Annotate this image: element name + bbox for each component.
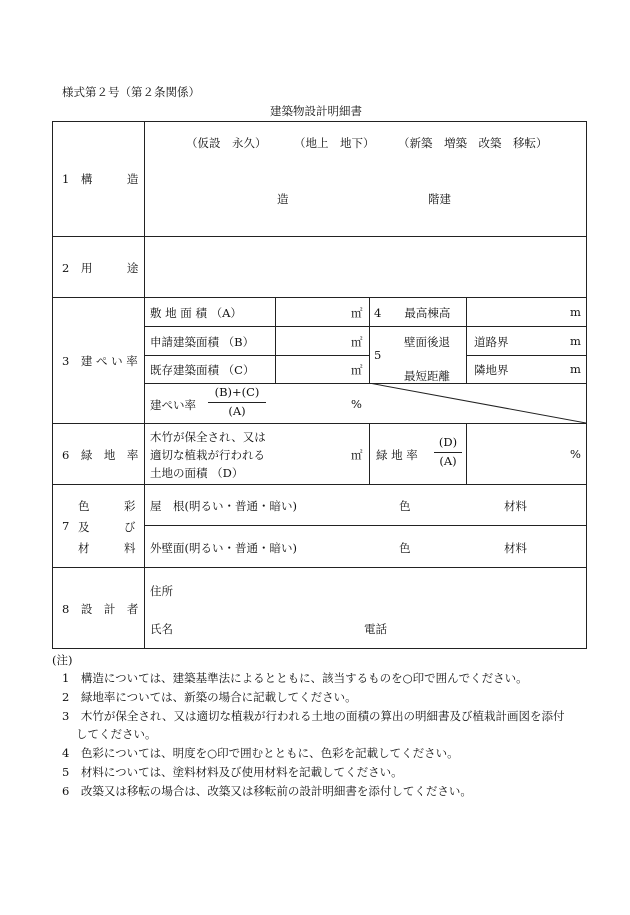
table-border <box>52 121 53 649</box>
fraction-denominator: (A) <box>228 404 246 418</box>
coverage-ratio-label: 建ぺい率 <box>150 398 196 412</box>
structure-suffix-zou: 造 <box>277 192 289 206</box>
table-divider <box>144 525 586 526</box>
structure-options-level: （地上 地下） <box>294 136 375 150</box>
row-label-coverage: 3 建 ぺ い 率 <box>62 354 138 368</box>
table-divider <box>144 121 145 649</box>
neighbor-border-label: 隣地界 <box>474 363 509 377</box>
row-label-use: 2 用 途 <box>62 261 139 275</box>
table-divider <box>52 567 586 568</box>
table-border <box>586 121 587 649</box>
setback-number: 5 <box>374 348 382 362</box>
note-item-continuation: してください。 <box>76 727 157 741</box>
green-area-line-1: 木竹が保全され、又は <box>150 430 266 444</box>
table-divider <box>144 355 369 356</box>
applied-area-label: 申請建築面積 （B） <box>150 335 255 349</box>
max-height-label: 4 最高棟高 <box>374 306 451 320</box>
row-label-color-1: 色 彩 <box>78 499 136 513</box>
unit-m2: ㎡ <box>351 306 363 320</box>
table-divider <box>466 423 467 484</box>
note-item: 5 材料については、塗料材料及び使用材料を記載してください。 <box>62 765 403 779</box>
designer-phone-label: 電話 <box>364 622 387 636</box>
row-label-designer: 8 設 計 者 <box>62 602 139 616</box>
table-divider <box>144 326 586 327</box>
diagonal-slash <box>369 383 586 423</box>
existing-area-label: 既存建築面積 （C） <box>150 363 255 377</box>
setback-label-2: 最短距離 <box>404 369 450 383</box>
green-area-line-3: 土地の面積 （D） <box>150 466 244 480</box>
structure-options-work: （新築 増築 改築 移転） <box>398 136 548 150</box>
wall-material-label: 材料 <box>504 541 527 555</box>
table-divider <box>52 297 586 298</box>
unit-m2: ㎡ <box>351 363 363 377</box>
note-item: 3 木竹が保全され、又は適切な植栽が行われる土地の面積の算出の明細書及び植栽計画図を添付 <box>62 709 565 723</box>
unit-m2: ㎡ <box>351 448 363 462</box>
site-area-label: 敷 地 面 積 （A） <box>150 306 242 320</box>
page-title: 建築物設計明細書 <box>270 104 362 118</box>
roof-color-label: 色 <box>399 499 411 513</box>
unit-m: m <box>570 305 581 319</box>
unit-m: m <box>570 334 581 348</box>
fraction-numerator: (B)+(C) <box>214 385 260 399</box>
row-label-green: 6 緑 地 率 <box>62 448 139 462</box>
unit-m: m <box>570 362 581 376</box>
fraction-bar <box>434 452 462 453</box>
note-item: 4 色彩については、明度を○印で囲むとともに、色彩を記載してください。 <box>62 746 459 760</box>
table-divider <box>52 236 586 237</box>
roof-label: 屋 根(明るい・普通・暗い) <box>150 499 297 513</box>
road-border-label: 道路界 <box>474 335 509 349</box>
roof-material-label: 材料 <box>504 499 527 513</box>
wall-label: 外壁面(明るい・普通・暗い) <box>150 541 297 555</box>
table-divider <box>52 423 586 424</box>
row-label-structure: 1 構 造 <box>62 172 139 186</box>
unit-percent: % <box>351 397 362 411</box>
designer-name-label: 氏名 <box>150 622 173 636</box>
green-area-line-2: 適切な植栽が行われる <box>150 448 265 462</box>
structure-suffix-floors: 階建 <box>428 192 451 206</box>
unit-percent: % <box>570 447 581 461</box>
structure-options-permanence: （仮設 永久） <box>186 136 267 150</box>
form-label: 様式第２号（第２条関係） <box>62 85 200 99</box>
note-item: 1 構造については、建築基準法によるとともに、該当するものを○印で囲んでください。 <box>62 671 528 685</box>
designer-address-label: 住所 <box>150 584 173 598</box>
fraction-numerator: (D) <box>438 435 458 449</box>
unit-m2: ㎡ <box>351 335 363 349</box>
table-border <box>52 648 586 649</box>
setback-label-1: 壁面後退 <box>404 335 450 349</box>
row-label-color-3: 材 料 <box>78 541 136 555</box>
row-label-color-2: 及 び <box>78 520 136 534</box>
green-ratio-label: 緑 地 率 <box>376 448 418 462</box>
row-label-color-num: 7 <box>62 519 70 533</box>
notes-heading: (注) <box>52 653 73 667</box>
green-ratio-fraction <box>430 435 466 471</box>
table-divider <box>466 355 586 356</box>
table-border <box>52 121 586 122</box>
fraction-denominator: (A) <box>439 454 457 468</box>
note-item: 2 緑地率については、新築の場合に記載してください。 <box>62 690 357 704</box>
table-divider <box>369 423 370 484</box>
fraction-bar <box>208 402 266 403</box>
table-divider <box>466 297 467 383</box>
coverage-ratio-fraction <box>204 385 270 421</box>
table-divider <box>369 297 370 383</box>
note-item: 6 改築又は移転の場合は、改築又は移転前の設計明細書を添付してください。 <box>62 784 472 798</box>
table-divider <box>52 484 586 485</box>
table-divider <box>275 297 276 383</box>
wall-color-label: 色 <box>399 541 411 555</box>
